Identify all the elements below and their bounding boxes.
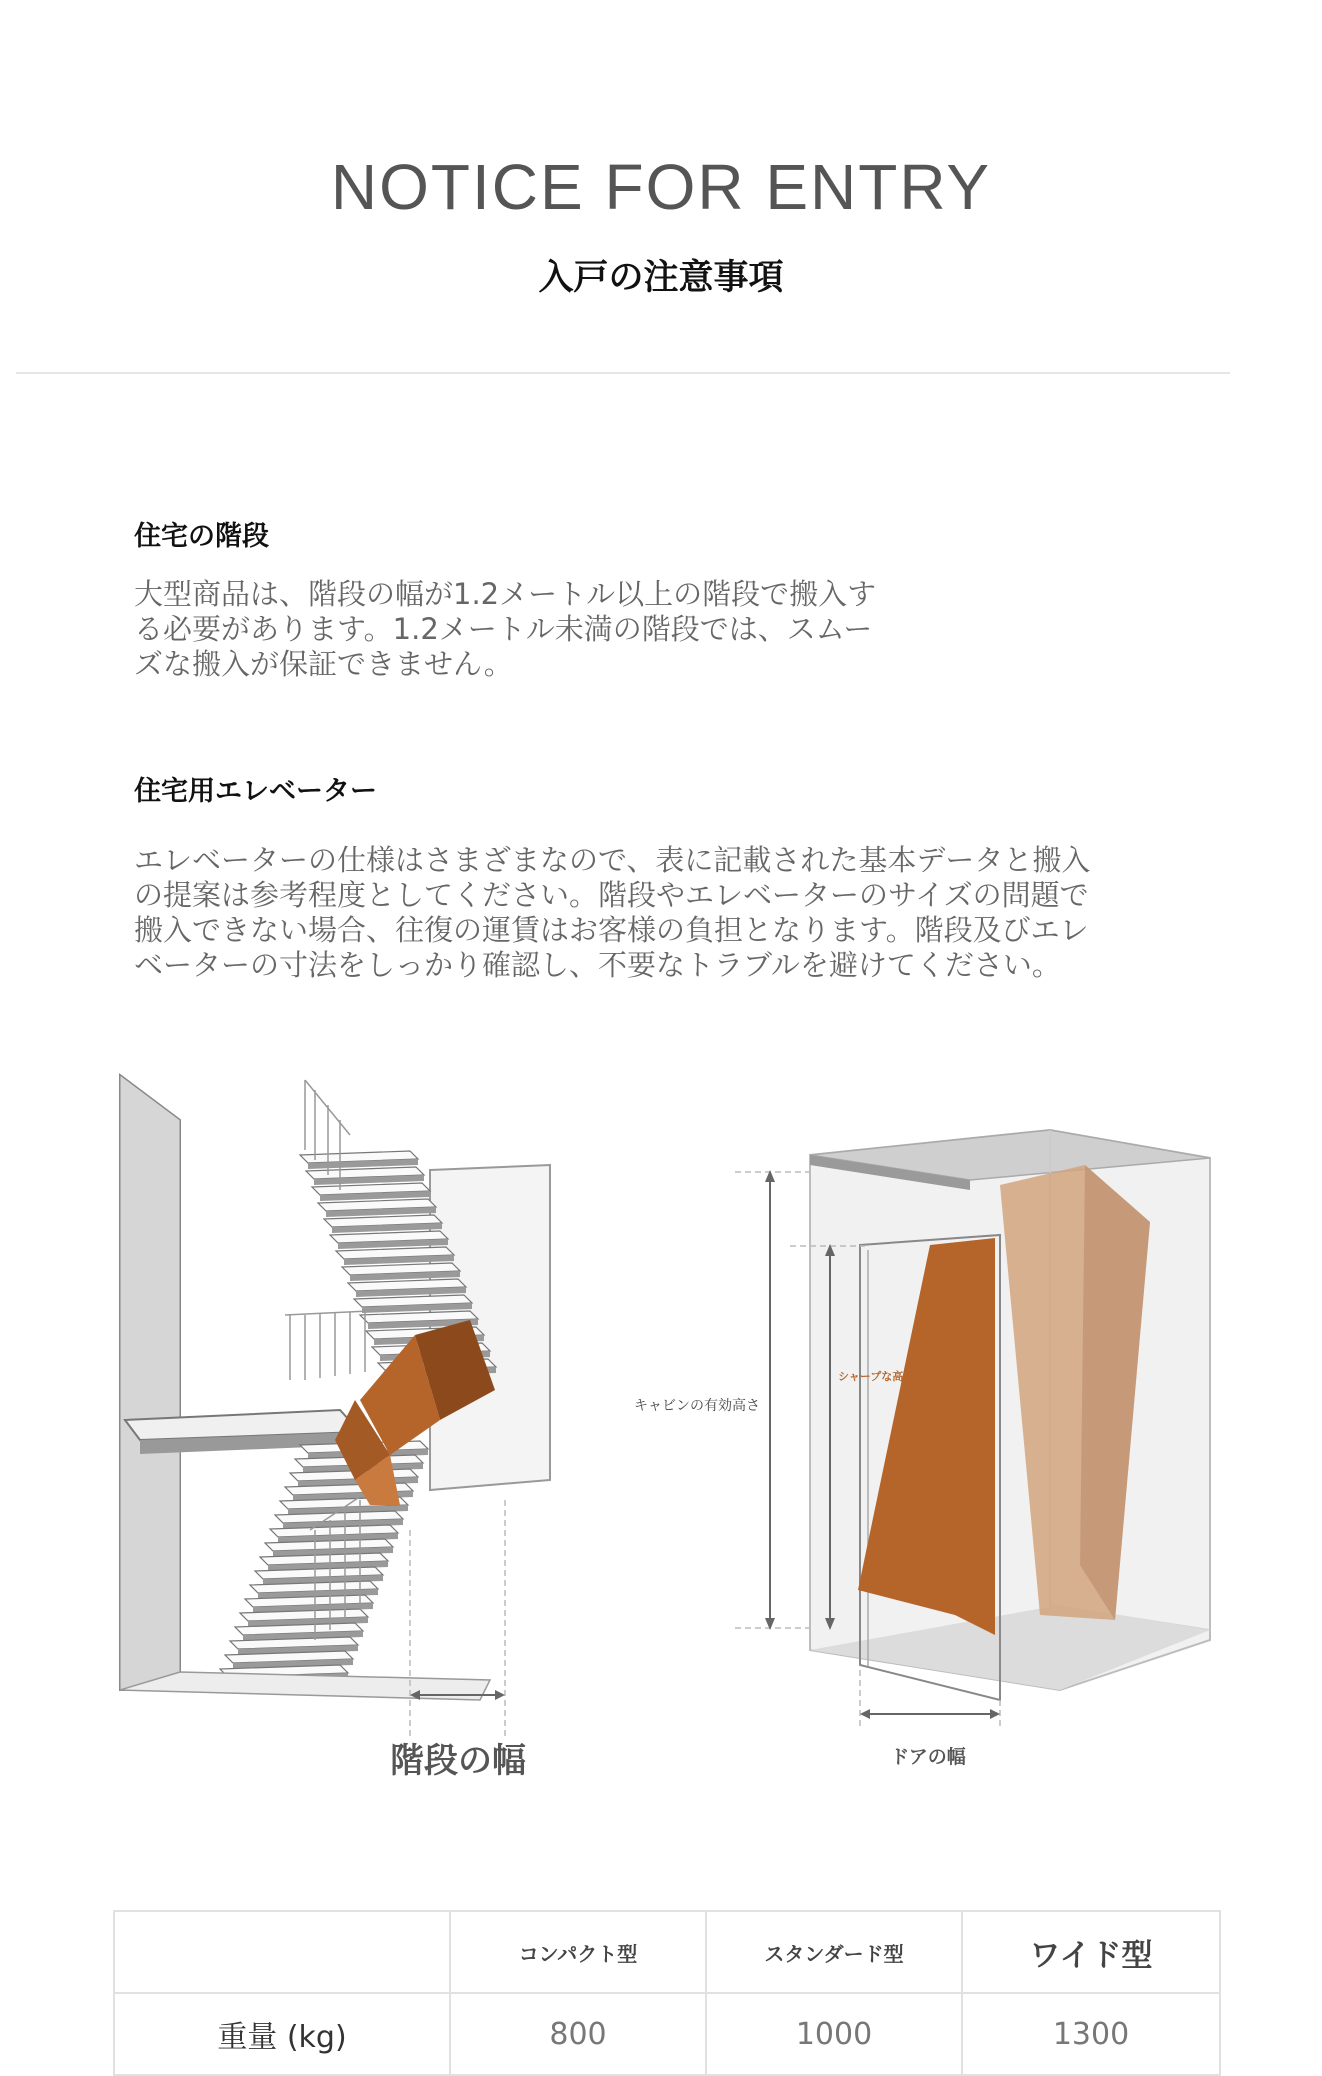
section-title-elevator: 住宅用エレベーター [134,776,377,807]
divider [16,372,1230,374]
item-height-label: シャープな高さ [838,1370,915,1383]
text-line: エレベーターの仕様はさまざまなので、表に記載された基本データと搬入 [134,843,1091,877]
section-title-stairs: 住宅の階段 [134,521,269,552]
table-row-label: 重量 (kg) [114,1993,450,2075]
arrow-head [990,1709,1000,1719]
text-line: ズな搬入が保証できません。 [134,647,513,681]
arrow-head [495,1690,505,1700]
page-title-en: NOTICE FOR ENTRY [330,151,992,223]
table-header-wide: ワイド型 [962,1911,1220,1993]
table-header-standard: スタンダード型 [706,1911,962,1993]
text-line: 大型商品は、階段の幅が1.2メートル以上の階段で搬入す [134,577,877,611]
table-row [114,1993,1220,2075]
section-body-stairs [134,577,876,682]
table-cell: 800 [450,1993,706,2075]
text-line: る必要があります。1.2メートル未満の階段では、スムー [134,612,873,646]
elevator-illustration [610,1110,1250,1790]
section-body-elevator [134,843,1090,983]
spec-table [113,1910,1221,2076]
table-header-compact: コンパクト型 [450,1911,706,1993]
stairs-width-caption: 階段の幅 [390,1741,526,1781]
text-line: の提案は参考程度としてください。階段やエレベーターのサイズの問題で [134,878,1089,912]
table-header-row [114,1911,1220,1993]
door-width-caption: ドアの幅 [890,1746,966,1768]
text-line: 搬入できない場合、往復の運賃はお客様の負担となります。階段及びエレ [134,913,1089,947]
arrow-head [860,1709,870,1719]
text-line: ベーターの寸法をしっかり確認し、不要なトラブルを避けてください。 [134,948,1061,982]
stairs-illustration [100,1060,600,1800]
stair-wall-face [120,1075,180,1690]
page-title-jp: 入戸の注意事項 [538,258,784,298]
table-cell: 1300 [962,1993,1220,2075]
lower-stair-flight [220,1441,428,1683]
table-header-cell [114,1911,450,1993]
table-cell: 1000 [706,1993,962,2075]
cabin-height-label: キャビンの有効高さ [634,1398,760,1414]
